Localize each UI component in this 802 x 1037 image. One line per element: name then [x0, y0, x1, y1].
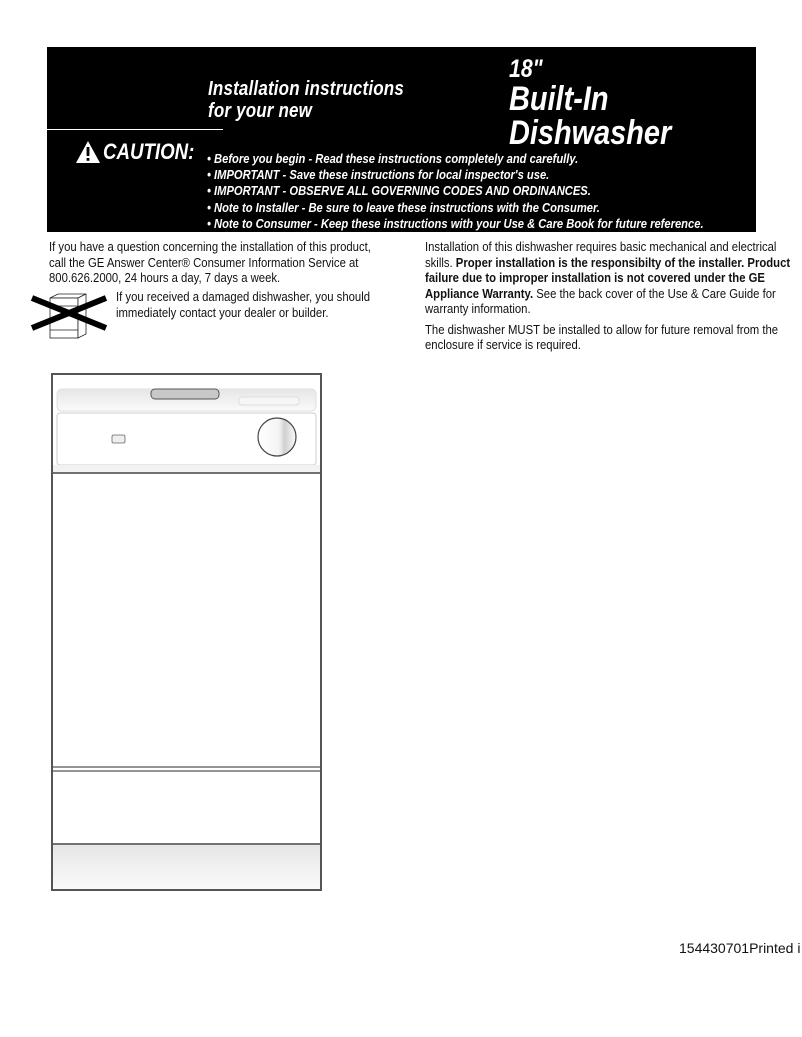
- caution-item: • IMPORTANT - OBSERVE ALL GOVERNING CODES AND ORDINANCES.: [207, 183, 704, 199]
- caution-item: • Note to Installer - Be sure to leave these instructions with the Consumer.: [207, 200, 704, 216]
- product-line-1: Built-In: [509, 80, 609, 118]
- skills-paragraph: [425, 239, 801, 317]
- caution-item: • Note to Consumer - Keep these instructions with your Use & Care Book for future reference.: [207, 216, 704, 232]
- product-line-2: Dishwasher: [509, 114, 672, 152]
- damaged-notice: If you received a damaged dishwasher, you should immediately contact your dealer or builder.: [116, 289, 371, 320]
- skills-intro: Installation of this dishwasher requires basic mechanical and electrical skills.: [425, 239, 777, 270]
- dishwasher-front-view: [51, 373, 322, 891]
- caution-item: • Before you begin - Read these instructions completely and carefully.: [207, 151, 704, 167]
- removal-paragraph: The dishwasher MUST be installed to allow for future removal from the enclosure if service is required.: [425, 321, 779, 352]
- document-code: 154430701Printed i: [679, 940, 801, 956]
- crossed-out-dishwasher-icon: [20, 292, 115, 344]
- contact-paragraph: If you have a question concerning the installation of this product, call the GE Answer Center® Consumer Information Service at 800.626.2000, 24 hours a day, 7 days a week.: [49, 239, 371, 285]
- caution-list: [207, 151, 704, 232]
- product-size: 18": [509, 55, 543, 83]
- contact-column: [49, 239, 385, 291]
- caution-item: • IMPORTANT - Save these instructions for local inspector's use.: [207, 167, 704, 183]
- dishwasher-illustration: [53, 375, 320, 889]
- installation-column: [425, 239, 801, 358]
- intro-line-2: for your new: [208, 100, 313, 122]
- banner-divider: [47, 129, 223, 130]
- skills-warning: Proper installation is the responsibilty of the installer. Product failure due to improper installation is not covered under the GE Appliance Warranty.: [425, 254, 791, 301]
- intro-line-1: Installation instructions: [208, 78, 404, 100]
- caution-label: CAUTION:: [76, 140, 211, 164]
- skills-outro: See the back cover of the Use & Care Guide for warranty information.: [425, 285, 776, 316]
- product-title: [509, 56, 671, 150]
- warning-triangle-icon: [76, 141, 100, 163]
- intro-heading: [208, 78, 404, 122]
